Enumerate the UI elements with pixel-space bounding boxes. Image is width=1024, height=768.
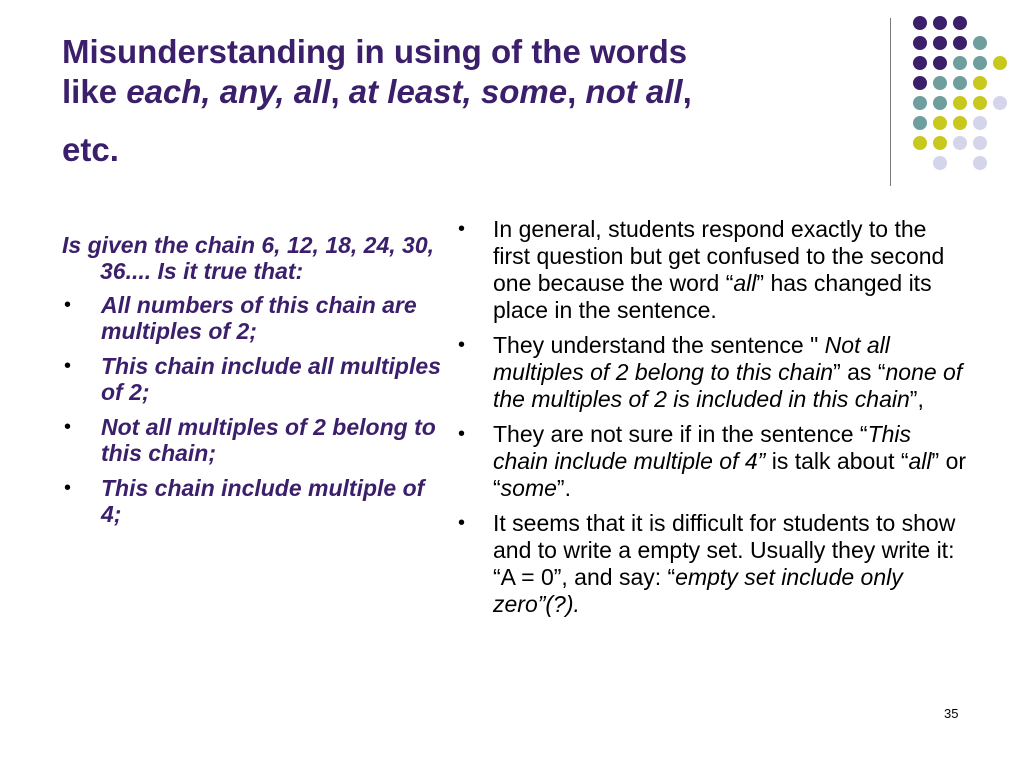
- page-number: 35: [944, 706, 959, 721]
- observation-item: [458, 421, 968, 502]
- question-item: • Not all multiples of 2 belong to this chain;: [62, 414, 442, 466]
- decor-dot: [933, 96, 947, 110]
- left-column: [62, 232, 442, 536]
- decor-dot: [933, 56, 947, 70]
- decor-dot: [933, 116, 947, 130]
- decor-dot: [933, 156, 947, 170]
- decor-dot: [993, 56, 1007, 70]
- title-comma: ,: [567, 73, 586, 110]
- question-item: • All numbers of this chain are multiples of 2;: [62, 292, 442, 344]
- decor-dot: [953, 96, 967, 110]
- text: is talk about “: [771, 448, 909, 474]
- observation-list: [458, 216, 968, 618]
- decor-dot: [933, 16, 947, 30]
- decor-dot: [933, 76, 947, 90]
- text: ”,: [909, 386, 924, 412]
- title-divider: [890, 18, 891, 186]
- text: ” or “: [493, 448, 967, 501]
- decor-dot: [933, 36, 947, 50]
- decor-dot: [913, 56, 927, 70]
- question-list: [62, 292, 442, 527]
- decor-dot: [913, 96, 927, 110]
- slide-title: [62, 32, 862, 170]
- decor-dot: [953, 136, 967, 150]
- decor-dot: [953, 56, 967, 70]
- decor-dot: [913, 136, 927, 150]
- title-word-not-all: not all: [585, 73, 683, 110]
- decorative-dot-grid: [905, 14, 1024, 174]
- text-italic: empty set include only zero”(?).: [493, 564, 903, 617]
- decor-dot: [953, 76, 967, 90]
- text: They are not sure if in the sentence “: [493, 421, 868, 447]
- text-italic: some: [500, 475, 557, 501]
- text-italic: Not all multiples of 2 belong to this chain: [493, 332, 890, 385]
- question-item: • This chain include multiple of 4;: [62, 475, 442, 527]
- text: ” has changed its place in the sentence.: [493, 270, 932, 323]
- decor-dot: [913, 16, 927, 30]
- text: ”.: [556, 475, 571, 501]
- text-italic: all: [908, 448, 932, 474]
- title-line-1: Misunderstanding in using of the words: [62, 33, 688, 70]
- observation-item: [458, 510, 968, 618]
- title-comma: ,: [330, 73, 349, 110]
- question-intro: Is given the chain 6, 12, 18, 24, 30, 36.... Is it true that:: [62, 232, 435, 284]
- decor-dot: [953, 36, 967, 50]
- decor-dot: [913, 36, 927, 50]
- text: It seems that it is difficult for students to show and to write a empty set. Usually they write it: “A = 0”, and say: “: [493, 510, 956, 590]
- right-column: [458, 216, 968, 626]
- title-line-2: [62, 72, 862, 112]
- decor-dot: [953, 16, 967, 30]
- text-italic: all: [733, 270, 757, 296]
- decor-dot: [973, 76, 987, 90]
- observation-item: [458, 332, 968, 413]
- title-word-at-least: at least, some: [348, 73, 568, 110]
- decor-dot: [973, 116, 987, 130]
- title-word-each: each, any, all: [126, 73, 331, 110]
- question-item: • This chain include all multiples of 2;: [62, 353, 442, 405]
- observation-item: [458, 216, 968, 324]
- title-comma: ,: [682, 73, 692, 110]
- text: They understand the sentence ": [493, 332, 825, 358]
- decor-dot: [973, 156, 987, 170]
- decor-dot: [953, 116, 967, 130]
- decor-dot: [933, 136, 947, 150]
- text-italic: This chain include multiple of 4”: [493, 421, 912, 474]
- decor-dot: [973, 136, 987, 150]
- decor-dot: [973, 56, 987, 70]
- title-like: like: [62, 73, 127, 110]
- text-italic: none of the multiples of 2 is included in this chain: [493, 359, 963, 412]
- decor-dot: [973, 96, 987, 110]
- decor-dot: [973, 36, 987, 50]
- decor-dot: [913, 76, 927, 90]
- decor-dot: [913, 116, 927, 130]
- title-line-3: etc.: [62, 131, 119, 168]
- text: In general, students respond exactly to the first question but get confused to the second one because the word “: [493, 216, 945, 296]
- text: ” as “: [833, 359, 886, 385]
- decor-dot: [993, 96, 1007, 110]
